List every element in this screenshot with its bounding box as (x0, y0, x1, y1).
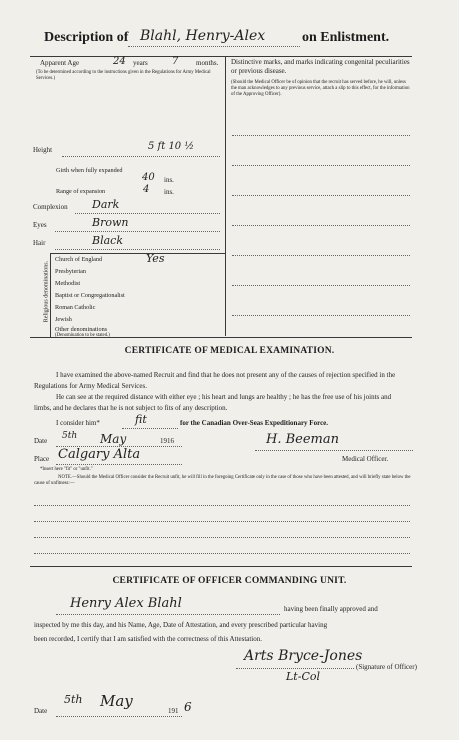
co-year-prefix: 191 (168, 707, 179, 715)
religion-label-baptist: Baptist or Congregationalist (55, 292, 125, 299)
medical-officer-signature: H. Beeman (266, 432, 339, 447)
co-signature-label: (Signature of Officer) (356, 663, 417, 671)
religion-label-jewish: Jewish (55, 316, 72, 323)
girth-label: Girth when fully expanded (56, 167, 123, 174)
eyes-value: Brown (92, 216, 129, 229)
place-label: Place (34, 455, 50, 463)
religion-label-church-of-england: Church of England (55, 256, 103, 263)
co-line3: been recorded, I certify that I am satisfied with the correctness of this Attestation. (34, 635, 263, 643)
unfit-note: NOTE.—Should the Medical Officer consider the Recruit unfit, he will fill in the foregoing Certificate only in the case of those who have been attested, and will briefly state below the cause of unfitness:— (34, 475, 411, 486)
co-date-month: May (100, 692, 133, 710)
medical-date-day: 5th (62, 431, 78, 441)
co-signature: Arts Bryce-Jones (244, 648, 363, 664)
height-value: 5 ft 10 ½ (148, 141, 195, 152)
co-date-day: 5th (64, 693, 83, 706)
age-note: (To be determined according to the instructions given in the Regulations for Army Medical Services.) (36, 70, 211, 81)
years-label: years (133, 59, 148, 67)
place-value: Calgary Alta (58, 447, 141, 462)
religion-side-label: Religious denominations. (43, 260, 50, 323)
insert-fit-note: *Insert here "fit" or "unfit." (40, 467, 93, 472)
medical-year: 1916 (160, 437, 174, 445)
age-months-value: 7 (172, 56, 179, 67)
complexion-label: Complexion (33, 203, 68, 211)
consider-suffix: for the Canadian Over-Seas Expeditionary Force. (180, 419, 329, 427)
months-label: months. (196, 59, 219, 67)
description-label: Description of (44, 30, 129, 45)
girth-value: 40 (142, 172, 155, 183)
fit-value: fit (135, 413, 147, 426)
co-signature-rank: Lt-Col (286, 670, 320, 683)
religion-label-methodist: Methodist (55, 280, 81, 287)
range-value: 4 (143, 184, 150, 195)
religion-label-other: Other denominations (55, 326, 108, 333)
medical-certificate-title: CERTIFICATE OF MEDICAL EXAMINATION. (124, 346, 335, 356)
medical-date-month: May (100, 432, 127, 446)
consider-prefix: I consider him* (56, 419, 100, 427)
co-year-suffix: 6 (184, 700, 192, 714)
enlistment-suffix: on Enlistment. (302, 30, 390, 45)
religion-label-presbyterian: Presbyterian (55, 268, 86, 275)
complexion-value: Dark (92, 198, 120, 211)
recruit-name: Blahl, Henry-Alex (140, 28, 266, 44)
hair-value: Black (92, 234, 123, 247)
range-label: Range of expansion (56, 188, 106, 195)
hair-label: Hair (33, 239, 46, 247)
medical-date-label: Date (34, 437, 48, 445)
height-label: Height (33, 146, 53, 154)
medical-paragraph-1: I have examined the above-named Recruit and find that he does not present any of the causes of rejection specified in the Regulations for Army Medical Services. (34, 371, 396, 390)
denomination-note: (Denomination to be stated.) (55, 333, 110, 338)
eyes-label: Eyes (33, 221, 47, 229)
co-certificate-title: CERTIFICATE OF OFFICER COMMANDING UNIT. (112, 576, 347, 586)
range-unit: ins. (164, 188, 174, 196)
medical-paragraph-2: He can see at the required distance with either eye ; his heart and lungs are healthy ; he has the free use of his joints and limbs, and he declares that he is not subject to fits of any description. (34, 393, 392, 412)
religion-value-church-of-england: Yes (146, 252, 165, 265)
co-line2: inspected by me this day, and his Name, Age, Date of Attestation, and every prescribed particular having (34, 621, 328, 629)
religion-label-roman-catholic: Roman Catholic (55, 304, 96, 311)
apparent-age-label: Apparent Age (40, 59, 80, 67)
co-date-label: Date (34, 707, 48, 715)
girth-unit: ins. (164, 176, 174, 184)
medical-officer-note: (Should the Medical Officer be of opinion that the recruit has served before, he will, unless the man acknowledges to any previous service, attach a slip to this effect, for the information of the Approving Officer). (231, 80, 410, 97)
age-years-value: 24 (113, 56, 126, 67)
medical-officer-label: Medical Officer. (342, 455, 389, 463)
co-line1-suffix: having been finally approved and (284, 605, 378, 613)
distinctive-marks-title: Distinctive marks, and marks indicating congenital peculiarities or previous disease. (231, 58, 410, 75)
co-recruit-name: Henry Alex Blahl (70, 596, 182, 611)
